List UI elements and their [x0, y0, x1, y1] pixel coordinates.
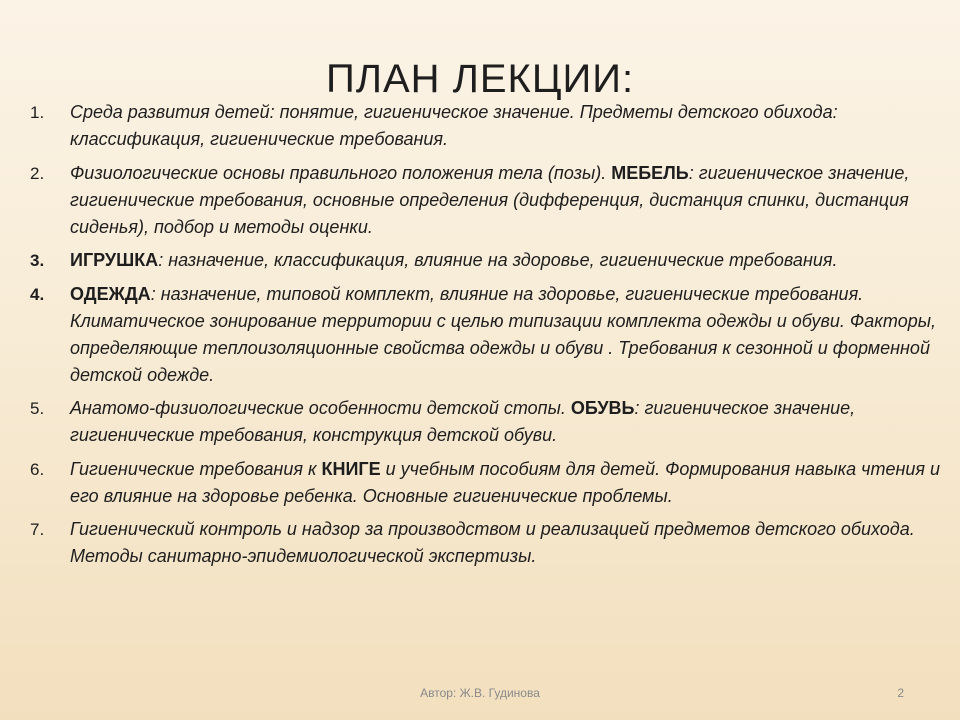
- lecture-plan-list: [30, 99, 945, 577]
- item-text-part: Гигиенические требования к: [70, 458, 322, 479]
- item-keyword: ОБУВЬ: [570, 398, 635, 418]
- item-text-part: : гигиеническое значение, гигиенические требования, конструкция детской обуви.: [70, 398, 856, 445]
- list-item: [30, 516, 945, 570]
- list-item: [30, 456, 945, 510]
- item-text: [70, 456, 945, 510]
- list-item: [30, 160, 945, 241]
- item-text-part: : гигиеническое значение, гигиенические требования, основные определения (дифференция, дистанция спинки, дистанция сиденья), подбор и методы оценки.: [70, 162, 910, 237]
- slide-title: ПЛАН ЛЕКЦИИ:: [325, 56, 635, 101]
- item-number: 1.: [30, 103, 45, 122]
- item-text-part: и учебным пособиям для детей. Формирования навыка чтения и его влияние на здоровье ребенка. Основные гигиенические проблемы.: [70, 458, 941, 506]
- list-item: [30, 395, 945, 449]
- item-text: [70, 247, 945, 274]
- item-keyword: ИГРУШКА: [70, 250, 159, 270]
- list-item: [30, 281, 945, 389]
- footer-author: Автор: Ж.В. Гудинова: [420, 686, 540, 700]
- item-text-part: Физиологические основы правильного положения тела (позы).: [70, 162, 612, 183]
- item-text: [70, 160, 945, 241]
- item-text-part: Среда развития детей: понятие, гигиеническое значение. Предметы детского обихода: классификация, гигиенические требования.: [70, 102, 838, 149]
- item-keyword: ОДЕЖДА: [70, 283, 151, 304]
- item-text: [70, 99, 945, 153]
- list-item: [30, 247, 945, 274]
- item-number: 2.: [30, 163, 45, 183]
- item-text-part: Анатомо-физиологические особенности детской стопы.: [70, 398, 571, 418]
- item-text: [70, 395, 945, 449]
- item-keyword: КНИГЕ: [321, 458, 381, 479]
- item-number: 3.: [30, 251, 45, 270]
- item-text: [70, 281, 945, 389]
- item-number: 5.: [30, 399, 45, 418]
- item-number: 6.: [30, 459, 45, 479]
- list-item: [30, 99, 945, 153]
- item-text-part: Гигиенический контроль и надзор за производством и реализацией предметов детского обихода. Методы санитарно-эпидемиологической экспертизы.: [70, 519, 915, 566]
- item-number: 7.: [30, 520, 45, 539]
- item-text: [70, 516, 945, 570]
- item-keyword: МЕБЕЛЬ: [611, 162, 689, 183]
- page-number: 2: [897, 686, 904, 700]
- item-text-part: : назначение, классификация, влияние на здоровье, гигиенические требования.: [158, 250, 838, 270]
- item-number: 4.: [30, 284, 45, 304]
- item-text-part: : назначение, типовой комплект, влияние на здоровье, гигиенические требования. Климатическое зонирование территории с целью типизации комплекта одежды и обуви. Факторы, определяющие теплоизоляционные свойства одежды и обуви . Требования к сезонной и форменной детской одежде.: [70, 283, 936, 385]
